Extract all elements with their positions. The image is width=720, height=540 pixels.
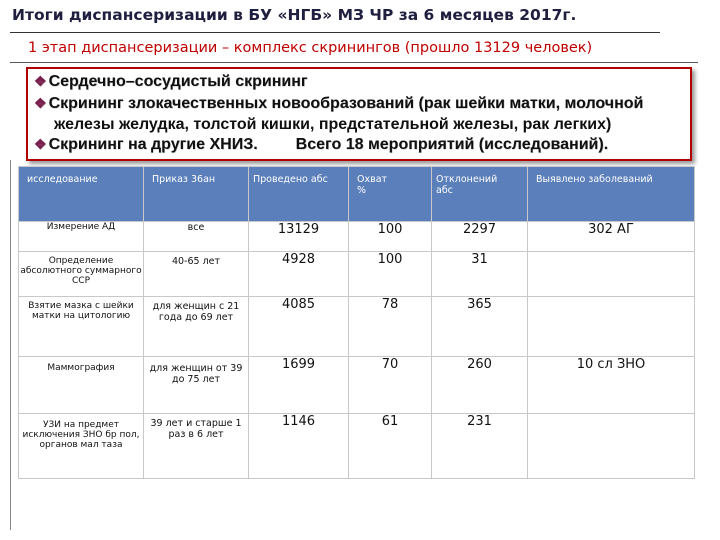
header-deviations-line1: Отклонений (436, 174, 498, 185)
cell-coverage: 70 (349, 357, 432, 414)
cell-done: 1699 (249, 357, 349, 414)
table-row (19, 357, 695, 414)
table-row (19, 252, 695, 297)
header-coverage-line2: % (357, 185, 367, 196)
table-row (19, 222, 695, 252)
screening-total: Всего 18 мероприятий (исследований). (295, 136, 609, 153)
page-title: Итоги диспансеризации в БУ «НГБ» МЗ ЧР за 6 месяцев 2017г. (12, 6, 577, 24)
cell-coverage: 100 (349, 222, 432, 252)
cell-deviations: 231 (432, 414, 528, 479)
cell-coverage: 61 (349, 414, 432, 479)
header-found: Выявлено заболеваний (528, 167, 695, 222)
header-coverage-line1: Охват (357, 174, 388, 185)
screening-item-label: Скрининг на другие ХНИЗ. (48, 136, 258, 153)
cell-found (528, 297, 695, 357)
header-done: Проведено абс (249, 167, 349, 222)
cell-deviations: 260 (432, 357, 528, 414)
cell-study: Измерение АД (19, 222, 144, 252)
cell-found (528, 414, 695, 479)
diamond-bullet-icon: ❖ (34, 73, 47, 89)
cell-order: все (144, 222, 249, 252)
left-edge-line (10, 160, 11, 530)
title-divider (10, 32, 660, 33)
table-header-row (19, 167, 695, 222)
screening-item-label: Сердечно–сосудистый скрининг (48, 73, 308, 90)
cell-order: 40-65 лет (144, 252, 249, 297)
cell-study: Определение абсолютного суммарного ССР (19, 252, 144, 297)
cell-order: 39 лет и старше 1 раз в 6 лет (144, 414, 249, 479)
cell-deviations: 365 (432, 297, 528, 357)
cell-study: УЗИ на предмет исключения ЗНО бр пол, органов мал таза (19, 414, 144, 479)
subtitle-divider (10, 62, 698, 63)
header-order: Приказ 36ан (144, 167, 249, 222)
cell-coverage: 100 (349, 252, 432, 297)
cell-done: 1146 (249, 414, 349, 479)
cell-found (528, 252, 695, 297)
cell-study: Маммография (19, 357, 144, 414)
header-study: исследование (19, 167, 144, 222)
screening-item-oncology (34, 95, 643, 113)
header-deviations (432, 167, 528, 222)
cell-found: 302 АГ (528, 222, 695, 252)
cell-found: 10 сл ЗНО (528, 357, 695, 414)
cell-deviations: 31 (432, 252, 528, 297)
cell-coverage: 78 (349, 297, 432, 357)
cell-done: 13129 (249, 222, 349, 252)
results-table (18, 166, 695, 479)
screening-box (26, 67, 692, 161)
diamond-bullet-icon: ❖ (34, 136, 47, 152)
screening-item-other (34, 136, 608, 154)
table-row (19, 414, 695, 479)
cell-study: Взятие мазка с шейки матки на цитологию (19, 297, 144, 357)
cell-done: 4085 (249, 297, 349, 357)
page-subtitle: 1 этап диспансеризации – комплекс скринингов (прошло 13129 человек) (28, 40, 593, 56)
cell-order: для женщин с 21 года до 69 лет (144, 297, 249, 357)
screening-item-cardio (34, 73, 308, 91)
screening-item-label: Скрининг злокачественных новообразований (рак шейки матки, молочной (48, 95, 644, 112)
header-deviations-line2: абс (436, 185, 453, 196)
diamond-bullet-icon: ❖ (34, 95, 47, 111)
header-coverage (349, 167, 432, 222)
screening-item-oncology-continued: железы желудка, толстой кишки, предстательной железы, рак легких) (54, 116, 612, 133)
cell-done: 4928 (249, 252, 349, 297)
cell-deviations: 2297 (432, 222, 528, 252)
table-row (19, 297, 695, 357)
cell-order: для женщин от 39 до 75 лет (144, 357, 249, 414)
